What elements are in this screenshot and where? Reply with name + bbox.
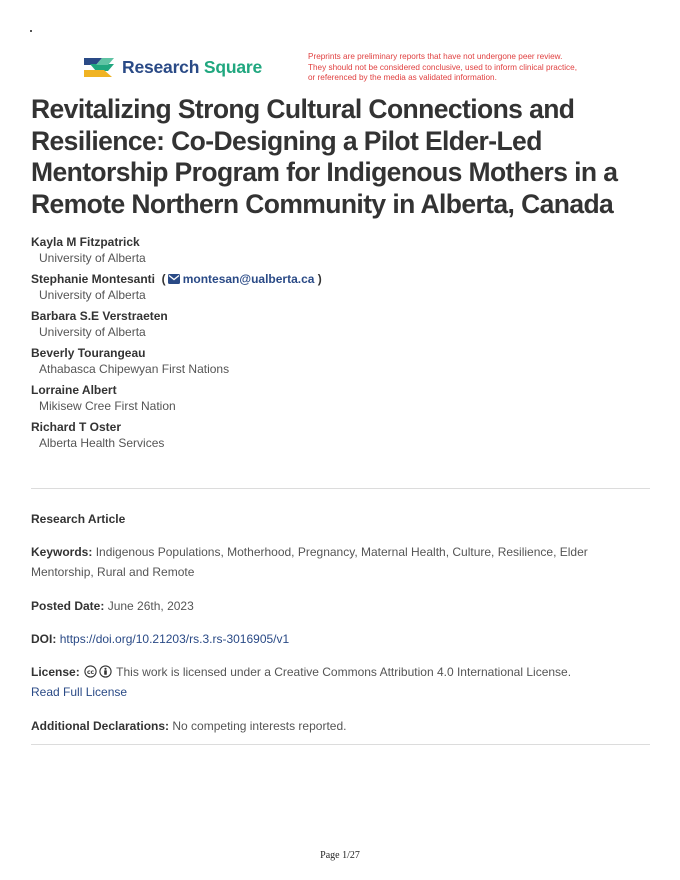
author-affiliation: Alberta Health Services [39, 436, 165, 450]
author-entry [31, 383, 651, 417]
license: License: cc This work is licensed under a Creative Commons Attribution 4.0 International License. Read Full License [31, 665, 572, 699]
read-full-license-link[interactable]: Read Full License [31, 685, 128, 699]
cc-icon [84, 665, 97, 678]
doi-link[interactable]: https://doi.org/10.21203/rs.3.rs-3016905/v1 [59, 632, 290, 646]
email-link[interactable]: montesan@ualberta.ca [182, 272, 315, 286]
keywords-value: Indigenous Populations, Motherhood, Pregnancy, Maternal Health, Culture, Resilience, Elder Mentorship, Rural and Remote [31, 545, 588, 579]
author-name: Stephanie Montesanti [31, 272, 156, 286]
author-name-with-email: Stephanie Montesanti ( montesan@ualberta.ca ) [31, 272, 322, 286]
author-entry [31, 420, 651, 454]
author-name: Kayla M Fitzpatrick [31, 235, 140, 249]
author-entry [31, 272, 651, 306]
divider [31, 488, 650, 489]
keywords: Keywords: Indigenous Populations, Motherhood, Pregnancy, Maternal Health, Culture, Resilience, Elder Mentorship, Rural and Remote [31, 545, 588, 579]
page-number: Page 1/27 [320, 850, 360, 861]
by-icon [99, 665, 112, 678]
author-entry [31, 346, 651, 380]
author-affiliation: University of Alberta [39, 288, 146, 302]
additional-declarations: Additional Declarations: No competing interests reported. [31, 719, 347, 733]
license-text: This work is licensed under a Creative Commons Attribution 4.0 International License. [116, 665, 572, 679]
disclaimer-line: or referenced by the media as validated information. [308, 73, 497, 82]
author-affiliation: Mikisew Cree First Nation [39, 399, 176, 413]
disclaimer-line: They should not be considered conclusive, used to inform clinical practice, [308, 62, 577, 72]
research-square-logo-icon [82, 54, 116, 80]
author-list [31, 235, 651, 457]
preprint-disclaimer [308, 52, 628, 84]
divider [31, 744, 650, 745]
research-square-logo[interactable] [82, 54, 262, 80]
paper-title: Revitalizing Strong Cultural Connections and Resilience: Co-Designing a Pilot Elder-Led Mentorship Program for Indigenous Mothers in a Remote Northern Community in Alberta, Canada [31, 94, 618, 219]
doi: DOI: https://doi.org/10.21203/rs.3.rs-3016905/v1 [31, 632, 290, 646]
posted-date: Posted Date: June 26th, 2023 [31, 599, 194, 613]
author-name: Beverly Tourangeau [31, 346, 146, 360]
author-affiliation: University of Alberta [39, 251, 146, 265]
posted-date-value: June 26th, 2023 [107, 599, 194, 613]
envelope-icon [168, 274, 180, 284]
author-name: Barbara S.E Verstraeten [31, 309, 168, 323]
article-type: Research Article [31, 512, 126, 526]
disclaimer-line: Preprints are preliminary reports that have not undergone peer review. [308, 52, 563, 61]
author-affiliation: Athabasca Chipewyan First Nations [39, 362, 230, 376]
author-entry [31, 309, 651, 343]
author-name: Lorraine Albert [31, 383, 117, 397]
logo-wordmark: Research Square [122, 56, 263, 77]
author-affiliation: University of Alberta [39, 325, 146, 339]
declarations-value: No competing interests reported. [172, 719, 347, 733]
header [82, 52, 622, 88]
author-entry [31, 235, 651, 269]
author-name: Richard T Oster [31, 420, 122, 434]
speck [30, 30, 32, 32]
svg-text:cc: cc [86, 668, 95, 676]
